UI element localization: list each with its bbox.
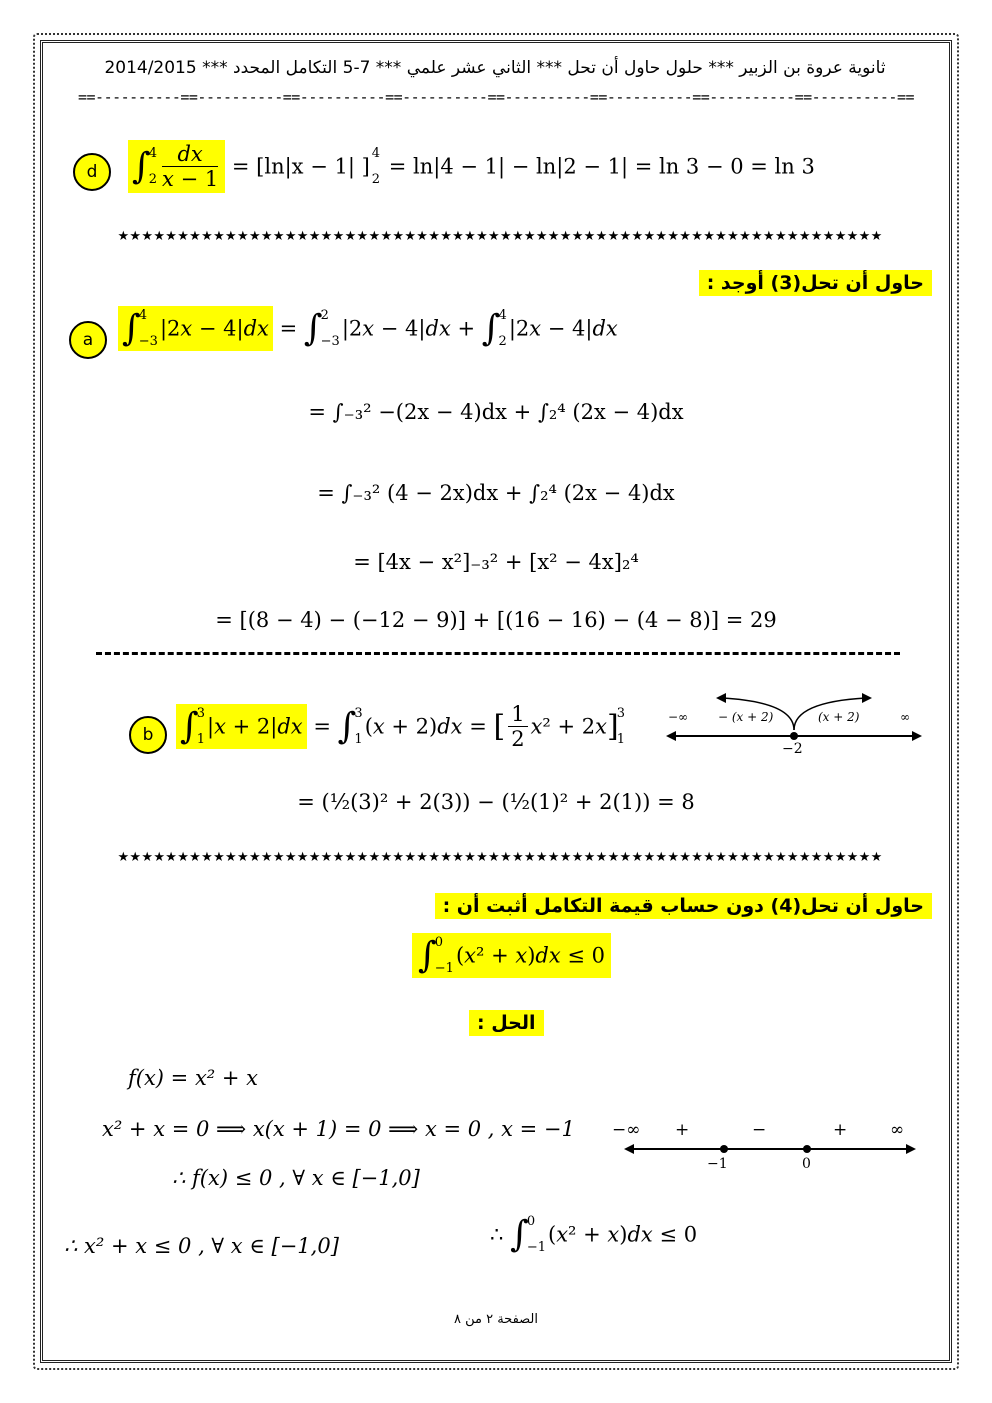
problem4-statement: ∫ 0 −1 (x² + x)dx ≤ 0 [412, 933, 611, 978]
number-line-b-right-arrow [912, 731, 922, 741]
part-b-line2: = (½(3)² + 2(3)) − (½(1)² + 2(1)) = 8 [297, 790, 695, 814]
part-a-line2: = ∫₋₃² −(2x − 4)dx + ∫₂⁴ (2x − 4)dx [308, 400, 684, 424]
solution-line1: f(x) = x² + x [128, 1066, 258, 1090]
number-line-b-right-inf: ∞ [900, 710, 910, 724]
stars-divider-2: ★★★★★★★★★★★★★★★★★★★★★★★★★★★★★★★★★★★★★★★★★★★★★★★★★★★★★★★★★★★★★★★★ [117, 850, 883, 865]
part-d-result: = ln|4 − 1| − ln|2 − 1| = ln 3 − 0 = ln 3 [388, 154, 815, 179]
number-line-b-point [790, 732, 798, 740]
number-line-b-left-inf: −∞ [668, 710, 689, 724]
stars-divider-1: ★★★★★★★★★★★★★★★★★★★★★★★★★★★★★★★★★★★★★★★★★★★★★★★★★★★★★★★★★★★★★★★★ [117, 229, 883, 244]
part-a-line5: = [(8 − 4) − (−12 − 9)] + [(16 − 16) − (4 − 8)] = 29 [215, 608, 777, 632]
part-d-upper: 4 [371, 146, 381, 161]
part-a-label: a [69, 321, 107, 359]
dashes-divider [96, 652, 900, 655]
number-line-4-right-inf: ∞ [890, 1120, 905, 1140]
number-line-4-left-inf: −∞ [612, 1120, 641, 1140]
part-d-lower: 2 [371, 172, 381, 187]
number-line-4-label-2: 0 [802, 1156, 811, 1172]
number-line-4-sign-2: − [752, 1120, 767, 1140]
number-line-4-point-2 [803, 1145, 811, 1153]
number-line-b-left-tip [716, 693, 726, 703]
part-b-label: b [129, 716, 167, 754]
number-line-4-point-1 [720, 1145, 728, 1153]
part-d-antiderivative: = [ln|x − 1| ] [231, 154, 370, 179]
part-d-equation [128, 140, 815, 193]
solution-line2: x² + x = 0 ⟹ x(x + 1) = 0 ⟹ x = 0 , x = −1 [102, 1117, 575, 1141]
part-d-integral: ∫ 4 2 $\frac{dx}{x - 1}$ [128, 140, 225, 193]
page-footer: الصفحة ٢ من ٨ [453, 1312, 538, 1327]
number-line-b-left-expr: − (x + 2) [718, 710, 774, 724]
number-line-4-right-arrow [906, 1144, 916, 1154]
solution-line4: ∴ x² + x ≤ 0 , ∀ x ∈ [−1,0] [64, 1234, 339, 1258]
page-header: ثانوية عروة بن الزبير *** حلول حاول أن تحل *** الثاني عشر علمي *** 7-5 التكامل المحدد *** 2014/2015 [104, 58, 886, 78]
part-d-label: d [73, 153, 111, 191]
part-a-line1: ∫ 4 −3 |2x − 4|dx = ∫ 2 −3 |2x − 4|dx + ∫ 4 2 |2x − 4|dx [118, 306, 618, 351]
problem4-title: حاول أن تحل(4) دون حساب قيمة التكامل أثبت أن : [435, 893, 932, 919]
solution-line3: ∴ f(x) ≤ 0 , ∀ x ∈ [−1,0] [172, 1166, 420, 1190]
number-line-4-sign-3: + [833, 1120, 848, 1140]
number-line-4 [620, 1138, 920, 1162]
number-line-b-point-label: −2 [782, 741, 803, 757]
number-line-4-sign-1: + [675, 1120, 690, 1140]
number-line-4-label-1: −1 [707, 1156, 728, 1172]
solution-label: الحل : [469, 1010, 544, 1036]
problem3-title: حاول أن تحل(3) أوجد : [699, 270, 932, 296]
number-line-b-right-tip [862, 693, 872, 703]
number-line-b-right-expr: (x + 2) [818, 710, 860, 724]
part-a-line3: = ∫₋₃² (4 − 2x)dx + ∫₂⁴ (2x − 4)dx [317, 481, 675, 505]
number-line-4-left-arrow [624, 1144, 634, 1154]
header-separator: ==----------==----------==----------==----------==----------==----------==----------==----------== [77, 88, 914, 106]
solution-conclusion: ∴ ∫ 0 −1 (x² + x)dx ≤ 0 [490, 1214, 698, 1255]
part-b-line1: ∫ 3 1 |x + 2|dx = ∫ 3 1 (x + 2)dx = [ $\frac{1}{2}$ x² + 2x] 3 1 [176, 702, 627, 751]
number-line-b-left-arrow [666, 731, 676, 741]
part-a-line4: = [4x − x²]₋₃² + [x² − 4x]₂⁴ [353, 550, 639, 574]
